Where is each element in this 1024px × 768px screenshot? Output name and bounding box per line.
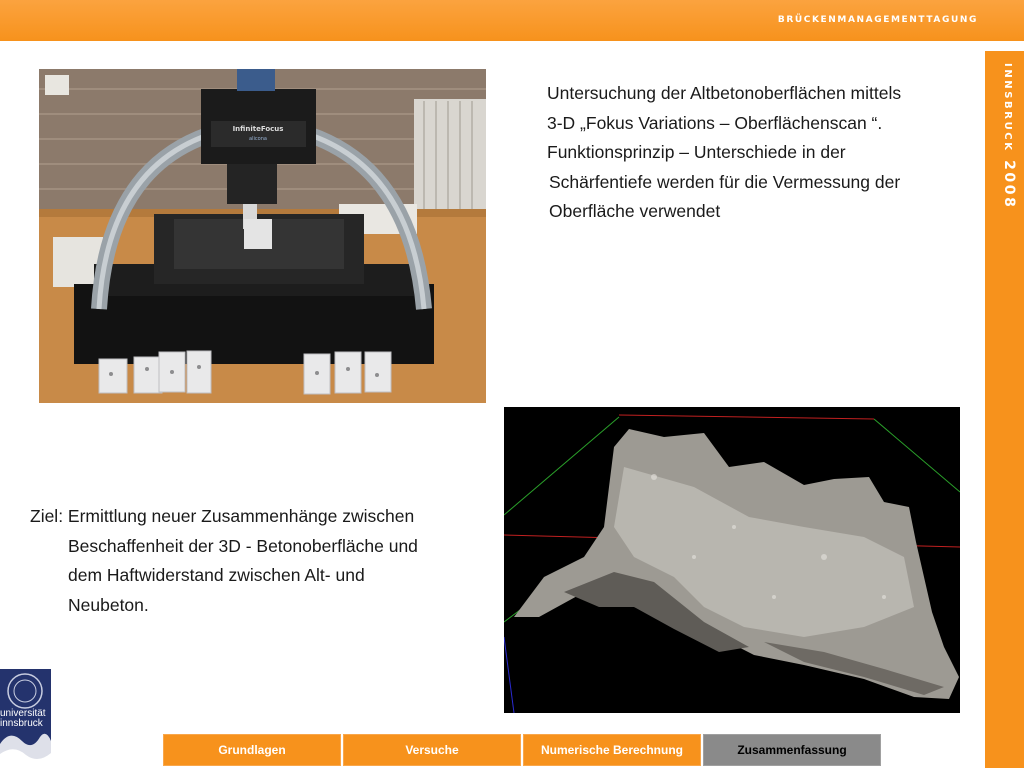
tab-versuche[interactable]: Versuche (343, 734, 521, 766)
microscope-photo-graphic (39, 69, 486, 403)
logo-line-2: innsbruck (0, 718, 43, 729)
goal-line: Ziel: Ermittlung neuer Zusammenhänge zwischen (30, 506, 415, 526)
tab-zusammenfassung[interactable]: Zusammenfassung (703, 734, 881, 766)
logo-text (0, 709, 51, 729)
side-title: innsbruck 2008 (1001, 63, 1017, 210)
side-bar (985, 51, 1024, 768)
microscope-photo (39, 69, 486, 403)
header-title: brückenmanagementtagung (777, 11, 978, 26)
surface-scan-graphic (504, 407, 960, 713)
goal-line: Beschaffenheit der 3D - Betonoberfläche und (68, 535, 418, 556)
bottom-nav (163, 734, 883, 766)
surface-scan-render (504, 407, 960, 713)
svg-text:alicona (249, 136, 267, 142)
goal-text (30, 502, 490, 620)
device-label: InfiniteFocus (232, 125, 284, 133)
goal-line: Neubeton. (68, 594, 149, 615)
logo-line-1: universität (0, 708, 46, 719)
description-text (547, 79, 977, 227)
tab-grundlagen[interactable]: Grundlagen (163, 734, 341, 766)
description-line: Funktionsprinzip – Unterschiede in der (547, 142, 846, 162)
description-line: Untersuchung der Altbetonoberflächen mittels (547, 83, 902, 103)
tab-numerische-berechnung[interactable]: Numerische Berechnung (523, 734, 701, 766)
description-line: 3-D „Fokus Variations – Oberflächenscan “. (547, 112, 883, 133)
goal-line: dem Haftwiderstand zwischen Alt- und (68, 565, 365, 585)
device-sublabel: alicona (249, 136, 267, 142)
description-line: Schärfentiefe werden für die Vermessung der (549, 171, 901, 192)
svg-text:InfiniteFocus (233, 125, 284, 133)
header-bar (0, 0, 1024, 41)
university-logo (0, 669, 51, 768)
description-line: Oberfläche verwendet (549, 201, 721, 221)
